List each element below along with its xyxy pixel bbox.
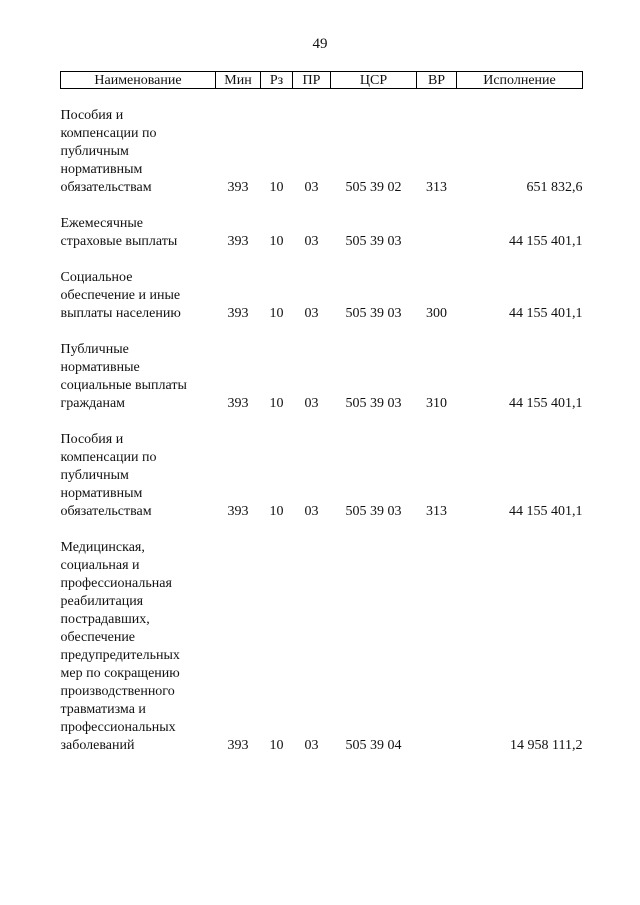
row-name-line: предупредительных <box>60 648 180 663</box>
row-name-line: обязательствам <box>60 180 152 195</box>
row-min: 393 <box>227 504 249 519</box>
row-name-line: компенсации по <box>60 450 157 465</box>
row-rz: 10 <box>269 234 284 249</box>
row-name <box>61 269 216 323</box>
row-name <box>61 107 216 197</box>
header-vr: ВР <box>417 72 457 89</box>
row-min: 393 <box>227 738 249 753</box>
row-name-line: Пособия и <box>60 108 124 123</box>
row-name <box>61 539 216 755</box>
header-amount: Исполнение <box>457 72 583 89</box>
row-name-line: травматизма и <box>60 702 146 717</box>
row-amount: 14 958 111,2 <box>510 738 583 753</box>
row-gap <box>61 197 583 215</box>
row-pr: 03 <box>304 180 319 195</box>
table-row <box>61 539 583 755</box>
header-csr: ЦСР <box>331 72 417 89</box>
row-name <box>61 215 216 251</box>
table-body <box>61 89 583 756</box>
row-name-line: компенсации по <box>60 126 157 141</box>
row-csr: 505 39 03 <box>345 306 402 321</box>
row-name-line: производственного <box>60 684 175 699</box>
header-min: Мин <box>216 72 261 89</box>
row-name-line: социальные выплаты <box>60 378 187 393</box>
row-gap <box>61 521 583 539</box>
row-rz: 10 <box>269 396 284 411</box>
header-rz: Рз <box>261 72 293 89</box>
row-name-line: профессиональная <box>60 576 172 591</box>
row-rz: 10 <box>269 738 284 753</box>
row-name-line: обязательствам <box>60 504 152 519</box>
row-pr: 03 <box>304 504 319 519</box>
row-name-line: профессиональных <box>60 720 176 735</box>
row-vr: 313 <box>426 180 447 195</box>
row-name-line: Пособия и <box>60 432 124 447</box>
row-vr: 310 <box>426 396 447 411</box>
table-row <box>61 269 583 323</box>
row-name-line: публичным <box>60 144 129 159</box>
table-row <box>61 107 583 197</box>
row-rz: 10 <box>269 504 284 519</box>
row-csr: 505 39 03 <box>345 504 402 519</box>
row-rz: 10 <box>269 180 284 195</box>
row-csr: 505 39 03 <box>345 396 402 411</box>
row-name <box>61 431 216 521</box>
row-name-line: Публичные <box>60 342 129 357</box>
budget-table <box>60 71 583 755</box>
row-name-line: Медицинская, <box>60 540 145 555</box>
table-spacer <box>61 89 583 108</box>
row-name-line: нормативные <box>60 360 140 375</box>
row-name-line: публичным <box>60 468 129 483</box>
row-amount: 44 155 401,1 <box>509 306 583 321</box>
row-pr: 03 <box>304 396 319 411</box>
row-name-line: нормативным <box>60 162 143 177</box>
row-name-line: социальная и <box>60 558 140 573</box>
row-name-line: выплаты населению <box>60 306 181 321</box>
table-row <box>61 215 583 251</box>
row-pr: 03 <box>304 306 319 321</box>
row-min: 393 <box>227 396 249 411</box>
row-amount: 44 155 401,1 <box>509 504 583 519</box>
row-pr: 03 <box>304 234 319 249</box>
row-amount: 44 155 401,1 <box>509 234 583 249</box>
row-name-line: мер по сокращению <box>60 666 180 681</box>
row-gap <box>61 413 583 431</box>
row-gap <box>61 323 583 341</box>
row-name-line: нормативным <box>60 486 143 501</box>
row-name-line: гражданам <box>60 396 126 411</box>
page-number: 49 <box>312 36 328 52</box>
row-name-line: Ежемесячные <box>60 216 143 231</box>
row-vr: 313 <box>426 504 447 519</box>
row-pr: 03 <box>304 738 319 753</box>
row-vr: 300 <box>426 306 447 321</box>
row-name-line: реабилитация <box>60 594 144 609</box>
row-gap <box>61 251 583 269</box>
row-rz: 10 <box>269 306 284 321</box>
row-csr: 505 39 04 <box>345 738 402 753</box>
row-csr: 505 39 02 <box>345 180 402 195</box>
table-header-row <box>61 72 583 89</box>
row-amount: 651 832,6 <box>526 180 583 195</box>
row-name-line: страховые выплаты <box>60 234 178 249</box>
header-name: Наименование <box>61 72 216 89</box>
row-name-line: обеспечение и иные <box>60 288 181 303</box>
header-pr: ПР <box>293 72 331 89</box>
row-name-line: пострадавших, <box>60 612 150 627</box>
row-name-line: обеспечение <box>60 630 136 645</box>
row-amount: 44 155 401,1 <box>509 396 583 411</box>
table-row <box>61 341 583 413</box>
row-min: 393 <box>227 306 249 321</box>
row-name-line: заболеваний <box>60 738 135 753</box>
row-min: 393 <box>227 180 249 195</box>
row-vr <box>417 215 457 251</box>
row-name-line: Социальное <box>60 270 133 285</box>
row-csr: 505 39 03 <box>345 234 402 249</box>
row-name <box>61 341 216 413</box>
table-row <box>61 431 583 521</box>
row-min: 393 <box>227 234 249 249</box>
row-vr <box>417 539 457 755</box>
